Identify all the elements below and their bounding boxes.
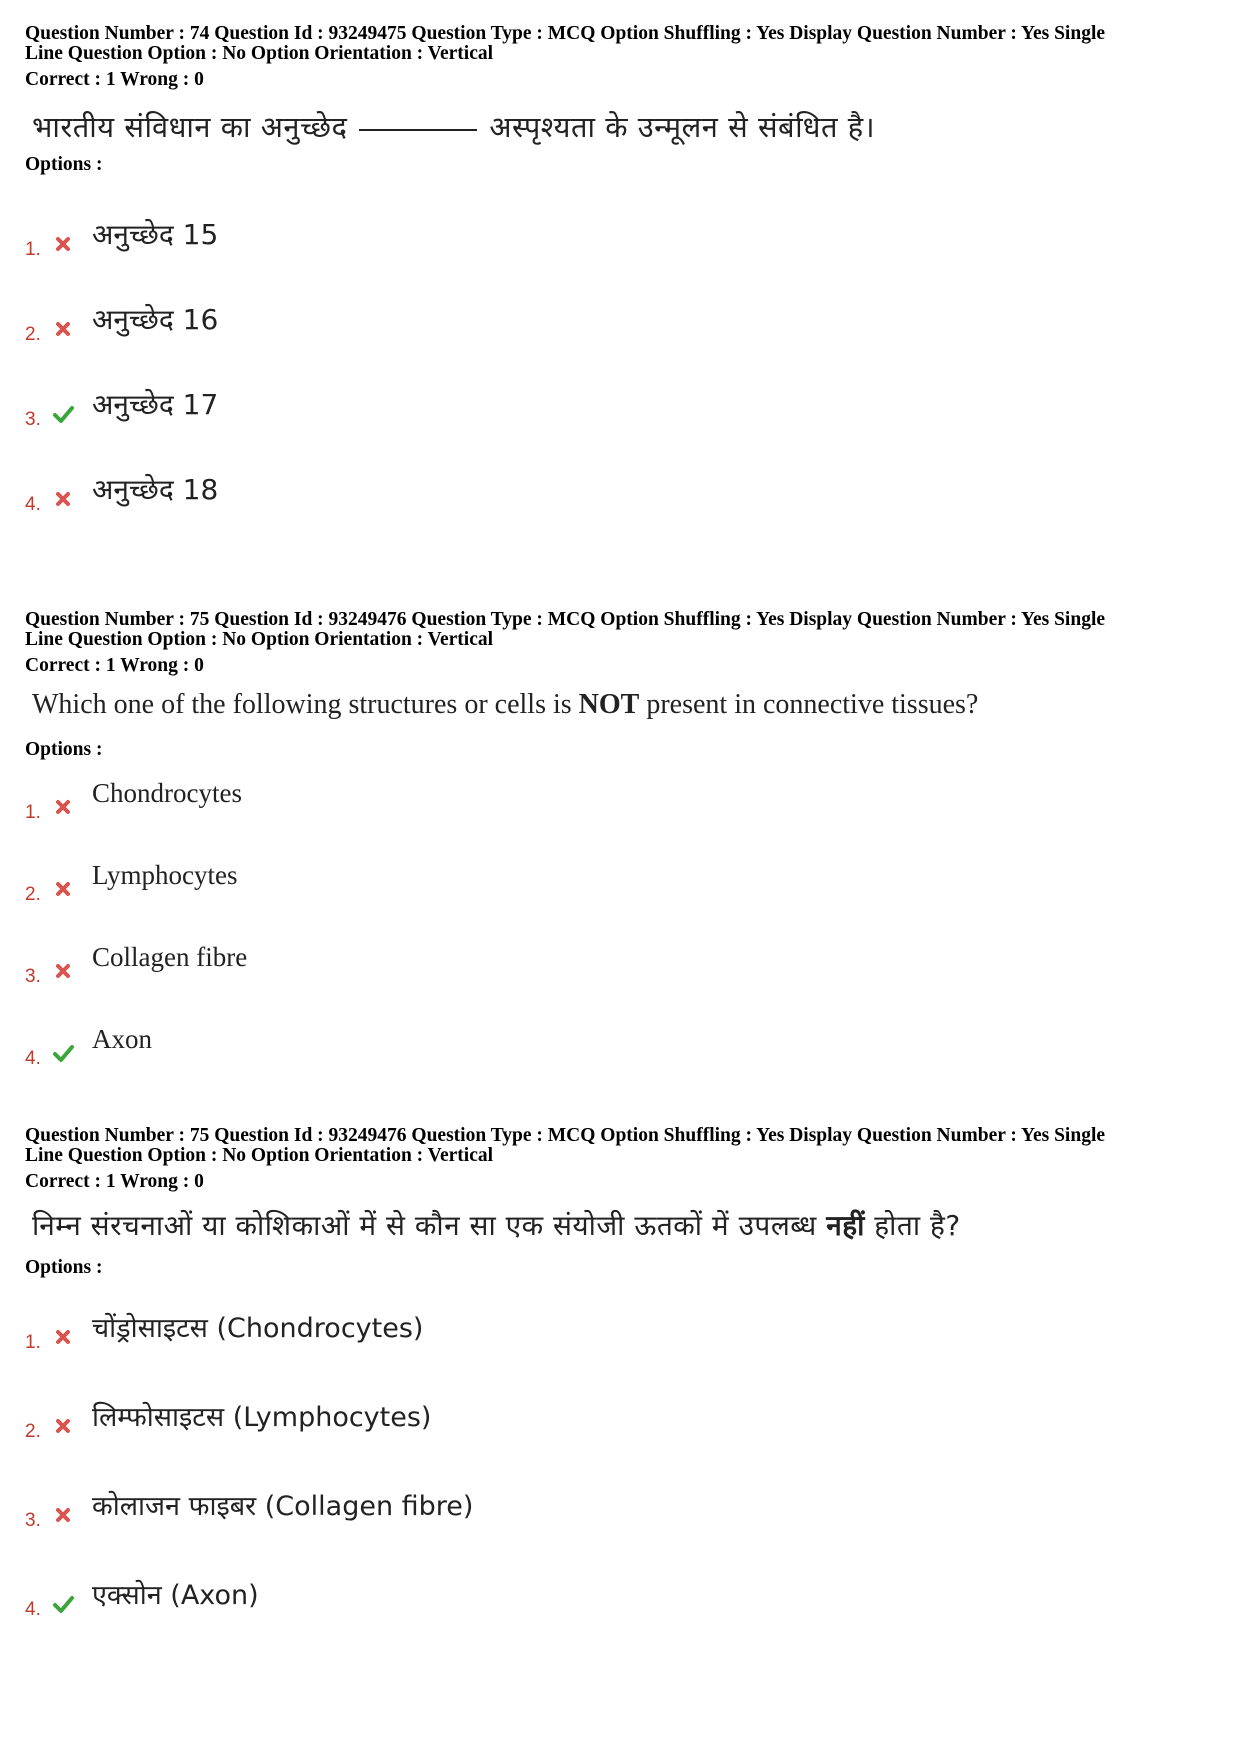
option-number: 2. — [25, 884, 41, 905]
option-text: लिम्फोसाइटस (Lymphocytes) — [92, 1402, 432, 1433]
question-text-part: अस्पृश्यता के उन्मूलन से संबंधित है। — [489, 110, 876, 144]
option-item[interactable] — [25, 860, 925, 914]
question-text-part: Which one of the following structures or cells is — [32, 689, 579, 720]
option-number: 2. — [25, 324, 41, 345]
option-text: Collagen fibre — [92, 942, 248, 972]
cross-icon — [52, 878, 74, 900]
question-meta-line: Question Number : 75 Question Id : 93249476 Question Type : MCQ Option Shuffling : Yes Display Question Number : Yes Single — [25, 1125, 1106, 1146]
option-number: 4. — [25, 1599, 41, 1620]
question-block-75-english — [25, 610, 1220, 1070]
question-meta-line: Line Question Option : No Option Orientation : Vertical — [25, 1145, 494, 1166]
question-emphasis: नहीं — [826, 1209, 865, 1242]
question-text-part: present in connective tissues? — [639, 689, 979, 720]
option-item[interactable] — [25, 218, 925, 269]
score-info: Correct : 1 Wrong : 0 — [25, 655, 204, 676]
option-item[interactable] — [25, 388, 925, 439]
question-text-part: भारतीय संविधान का अनुच्छेद — [32, 110, 348, 144]
option-text: Chondrocytes — [92, 778, 242, 808]
option-text: कोलाजन फाइबर (Collagen fibre) — [92, 1491, 474, 1522]
option-number: 4. — [25, 494, 41, 515]
option-text: अनुच्छेद 16 — [92, 303, 219, 336]
cross-icon — [52, 1504, 74, 1526]
option-text: Lymphocytes — [92, 860, 238, 890]
question-block-75-hindi — [25, 1126, 1220, 1646]
blank-line — [359, 129, 477, 131]
option-text: चोंड्रोसाइटस (Chondrocytes) — [92, 1313, 424, 1344]
cross-icon — [52, 488, 74, 510]
check-icon — [52, 1042, 74, 1064]
score-info: Correct : 1 Wrong : 0 — [25, 69, 204, 90]
option-number: 3. — [25, 966, 41, 987]
option-item[interactable] — [25, 942, 925, 996]
question-meta-line: Line Question Option : No Option Orientation : Vertical — [25, 629, 494, 650]
question-meta-line: Line Question Option : No Option Orientation : Vertical — [25, 43, 494, 64]
option-text: अनुच्छेद 15 — [92, 218, 219, 251]
option-item[interactable] — [25, 1491, 925, 1540]
cross-icon — [52, 796, 74, 818]
option-number: 4. — [25, 1048, 41, 1069]
question-text — [32, 1206, 961, 1244]
options-label: Options : — [25, 154, 103, 175]
option-text: Axon — [92, 1024, 152, 1054]
option-number: 1. — [25, 802, 41, 823]
question-text — [32, 689, 978, 721]
options-label: Options : — [25, 1257, 103, 1278]
question-emphasis: NOT — [578, 689, 640, 720]
option-item[interactable] — [25, 778, 925, 832]
option-item[interactable] — [25, 1402, 925, 1451]
cross-icon — [52, 318, 74, 340]
check-icon — [52, 1593, 74, 1615]
cross-icon — [52, 1415, 74, 1437]
question-text-part: होता है? — [864, 1209, 961, 1242]
option-item[interactable] — [25, 1024, 925, 1078]
question-text-part: निम्न संरचनाओं या कोशिकाओं में से कौन सा एक संयोजी ऊतकों में उपलब्ध — [32, 1209, 827, 1242]
check-icon — [52, 403, 74, 425]
option-number: 3. — [25, 409, 41, 430]
option-number: 3. — [25, 1510, 41, 1531]
option-number: 1. — [25, 239, 41, 260]
option-item[interactable] — [25, 1313, 925, 1362]
cross-icon — [52, 233, 74, 255]
score-info: Correct : 1 Wrong : 0 — [25, 1171, 204, 1192]
cross-icon — [52, 960, 74, 982]
option-text: एक्सोन (Axon) — [92, 1580, 259, 1611]
question-meta-line: Question Number : 74 Question Id : 93249475 Question Type : MCQ Option Shuffling : Yes Display Question Number : Yes Single — [25, 23, 1106, 44]
option-item[interactable] — [25, 303, 925, 354]
options-label: Options : — [25, 739, 103, 760]
question-meta-line: Question Number : 75 Question Id : 93249476 Question Type : MCQ Option Shuffling : Yes Display Question Number : Yes Single — [25, 609, 1106, 630]
cross-icon — [52, 1326, 74, 1348]
option-text: अनुच्छेद 18 — [92, 473, 219, 506]
option-number: 1. — [25, 1332, 41, 1353]
option-text: अनुच्छेद 17 — [92, 388, 219, 421]
option-item[interactable] — [25, 473, 925, 524]
question-text — [32, 107, 875, 146]
question-block-74 — [25, 24, 1220, 544]
option-number: 2. — [25, 1421, 41, 1442]
option-item[interactable] — [25, 1580, 925, 1629]
